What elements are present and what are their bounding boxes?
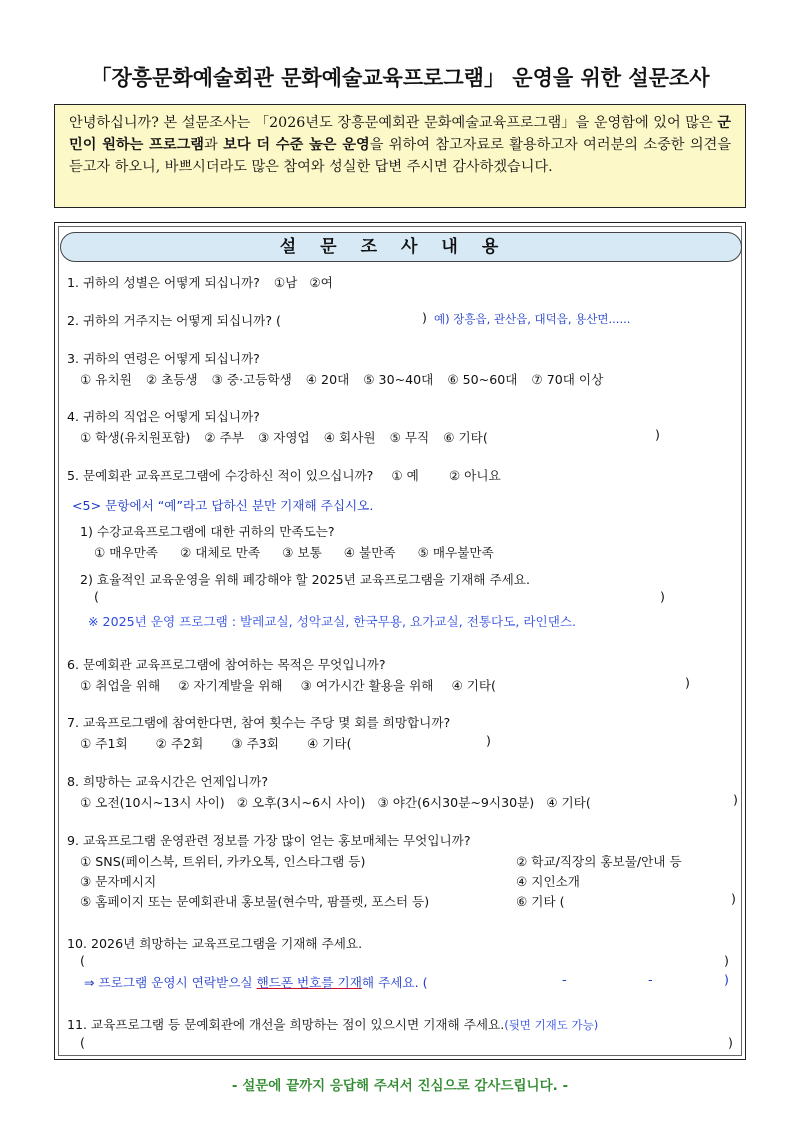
q9-close-paren: ) [731,891,736,906]
question-6: 6. 문예회관 교육프로그램에 참여하는 목적은 무엇입니까? [67,657,386,672]
q4-options [80,427,488,446]
intro-bold-1: 군민이 원하는 프로그램 [69,115,731,153]
q2-close-paren: ) [422,310,427,325]
question-2-text: 2. 귀하의 거주지는 어떻게 되십니까? ( [67,313,281,328]
q10-phone-line [84,972,428,991]
q9-option-4[interactable]: ④ 지인소개 [516,874,580,889]
q8-close-paren: ) [733,792,738,807]
q3-options [80,369,603,388]
q5-sub2-hint: ※ 2025년 운영 프로그램 : 발레교실, 성악교실, 한국무용, 요가교실, 전통다도, 라인댄스. [88,614,577,629]
q10-program-input[interactable] [90,953,718,969]
q5-option-yes[interactable]: ① 예 [391,468,419,483]
q11-open-paren: ( [80,1035,85,1050]
q8-option-4[interactable]: ④ 기타( [546,795,591,810]
q10-phone-suffix: 해 주세요. ( [361,975,428,990]
q4-option-4[interactable]: ④ 회사원 [323,430,376,445]
q5-sub2-open-paren: ( [94,589,99,604]
question-10: 10. 2026년 희망하는 교육프로그램을 기재해 주세요. [67,936,363,951]
q6-option-1[interactable]: ① 취업을 위해 [80,678,161,693]
q5-sub-1-options [94,542,494,561]
q7-options [80,733,352,752]
q3-option-3[interactable]: ③ 중·고등학생 [211,372,292,387]
question-3: 3. 귀하의 연령은 어떻게 되십니까? [67,351,260,366]
q6-option-2[interactable]: ② 자기계발을 위해 [178,678,283,693]
question-5 [67,465,501,484]
q6-close-paren: ) [685,675,690,690]
q10-phone-close: ) [724,972,729,987]
q7-option-2[interactable]: ② 주2회 [155,736,204,751]
q10-close-paren: ) [724,953,729,968]
q9-option-3[interactable]: ③ 문자메시지 [80,874,157,889]
q9-option-1[interactable]: ① SNS(페이스북, 트위터, 카카오톡, 인스타그램 등) [80,854,366,869]
q4-option-1[interactable]: ① 학생(유치원포함) [80,430,191,445]
question-2 [67,310,281,329]
q7-close-paren: ) [486,733,491,748]
q10-phone-dash-1: - [562,972,567,987]
q5-sub2-input[interactable] [104,589,652,605]
q7-option-4[interactable]: ④ 기타( [306,736,352,751]
q10-phone-dash-2: - [648,972,653,987]
survey-title: 「장흥문화예술회관 문화예술교육프로그램」 운영을 위한 설문조사 [90,66,710,90]
q6-option-4[interactable]: ④ 기타( [451,678,496,693]
q2-example: 예) 장흥읍, 관산읍, 대덕읍, 용산면...... [434,312,631,326]
intro-text-1: 안녕하십니까? 본 설문조사는 「2026년도 장흥문예회관 문화예술교육프로그램」을 운영함에 있어 많은 [69,115,718,131]
q10-phone-highlight: 핸드폰 번호를 기재 [256,975,362,990]
question-9: 9. 교육프로그램 운영관련 정보를 가장 많이 얻는 홍보매체는 무엇입니까? [67,833,471,848]
q8-option-2[interactable]: ② 오후(3시~6시 사이) [236,795,366,810]
q3-option-2[interactable]: ② 초등생 [145,372,198,387]
q4-option-2[interactable]: ② 주부 [204,430,244,445]
question-7: 7. 교육프로그램에 참여한다면, 참여 횟수는 주당 몇 회를 희망합니까? [67,715,451,730]
q9-option-5[interactable]: ⑤ 홈페이지 또는 문예회관내 홍보물(현수막, 팜플렛, 포스터 등) [80,894,430,909]
q5-sub-1: 1) 수강교육프로그램에 대한 귀하의 만족도는? [80,524,335,539]
q3-option-7[interactable]: ⑦ 70대 이상 [531,372,604,387]
question-1 [67,272,333,291]
footer-thanks: - 설문에 끝까지 응답해 주셔서 진심으로 감사드립니다. - [231,1078,569,1094]
q11-close-paren: ) [728,1035,733,1050]
q1-option-female[interactable]: ②여 [309,275,333,290]
q11-hint: (뒷면 기재도 가능) [504,1018,599,1032]
q3-option-1[interactable]: ① 유치원 [80,372,132,387]
q10-phone-input[interactable] [500,972,716,988]
q4-close-paren: ) [655,427,660,442]
q5-sub1-option-4[interactable]: ④ 불만족 [343,545,396,560]
q1-option-male[interactable]: ①남 [273,275,298,290]
intro-box [54,104,746,208]
q5-sub2-close-paren: ) [660,589,665,604]
q3-option-6[interactable]: ⑥ 50~60대 [447,372,518,387]
question-1-text: 1. 귀하의 성별은 어떻게 되십니까? [67,275,260,290]
question-11-text: 11. 교육프로그램 등 문예회관에 개선을 희망하는 점이 있으시면 기재해 주세요. [67,1017,505,1032]
q5-sub-2: 2) 효율적인 교육운영을 위해 폐강해야 할 2025년 교육프로그램을 기재해 주세요. [80,572,530,587]
q2-residence-input[interactable] [322,310,418,326]
q7-option-1[interactable]: ① 주1회 [80,736,128,751]
question-8: 8. 희망하는 교육시간은 언제입니까? [67,774,269,789]
q5-sub1-option-3[interactable]: ③ 보통 [282,545,322,560]
intro-bold-2: 보다 더 수준 높은 운영 [223,137,370,153]
q9-option-6[interactable]: ⑥ 기타 ( [516,894,565,909]
q11-improvement-input[interactable] [90,1035,722,1051]
q6-options [80,675,496,694]
q8-option-1[interactable]: ① 오전(10시~13시 사이) [80,795,225,810]
q4-option-3[interactable]: ③ 자영업 [257,430,310,445]
q5-sub1-option-5[interactable]: ⑤ 매우불만족 [417,545,494,560]
q10-open-paren: ( [80,953,85,968]
question-5-text: 5. 문예회관 교육프로그램에 수강하신 적이 있으십니까? [67,468,374,483]
q8-options [80,792,591,811]
q8-option-3[interactable]: ③ 야간(6시30분~9시30분) [377,795,535,810]
q6-option-3[interactable]: ③ 여가시간 활용을 위해 [300,678,434,693]
q5-note: <5> 문항에서 “예”라고 답하신 분만 기재해 주십시오. [72,498,374,513]
q5-sub1-option-2[interactable]: ② 대체로 만족 [179,545,261,560]
q3-option-5[interactable]: ⑤ 30~40대 [363,372,434,387]
q7-option-3[interactable]: ③ 주3회 [231,736,279,751]
question-4: 4. 귀하의 직업은 어떻게 되십니까? [67,409,260,424]
q9-option-2[interactable]: ② 학교/직장의 홍보물/안내 등 [516,854,682,869]
section-header: 설문조사내용 [60,232,742,262]
q10-phone-prefix: ⇒ 프로그램 운영시 연락받으실 [84,975,257,990]
intro-text-3: 을 위하여 참고자료로 활용하고자 여러분의 소중한 의견을 듣고자 하오니, 바쁘시더라도 많은 참여와 성실한 답변 주시면 감사하겠습니다. [69,137,732,175]
q5-sub1-option-1[interactable]: ① 매우만족 [94,545,158,560]
intro-text-2: 과 [204,137,224,153]
question-11 [67,1014,598,1033]
q5-option-no[interactable]: ② 아니요 [448,468,501,483]
q4-option-5[interactable]: ⑤ 무직 [389,430,430,445]
q4-option-6[interactable]: ⑥ 기타( [443,430,488,445]
q3-option-4[interactable]: ④ 20대 [305,372,350,387]
